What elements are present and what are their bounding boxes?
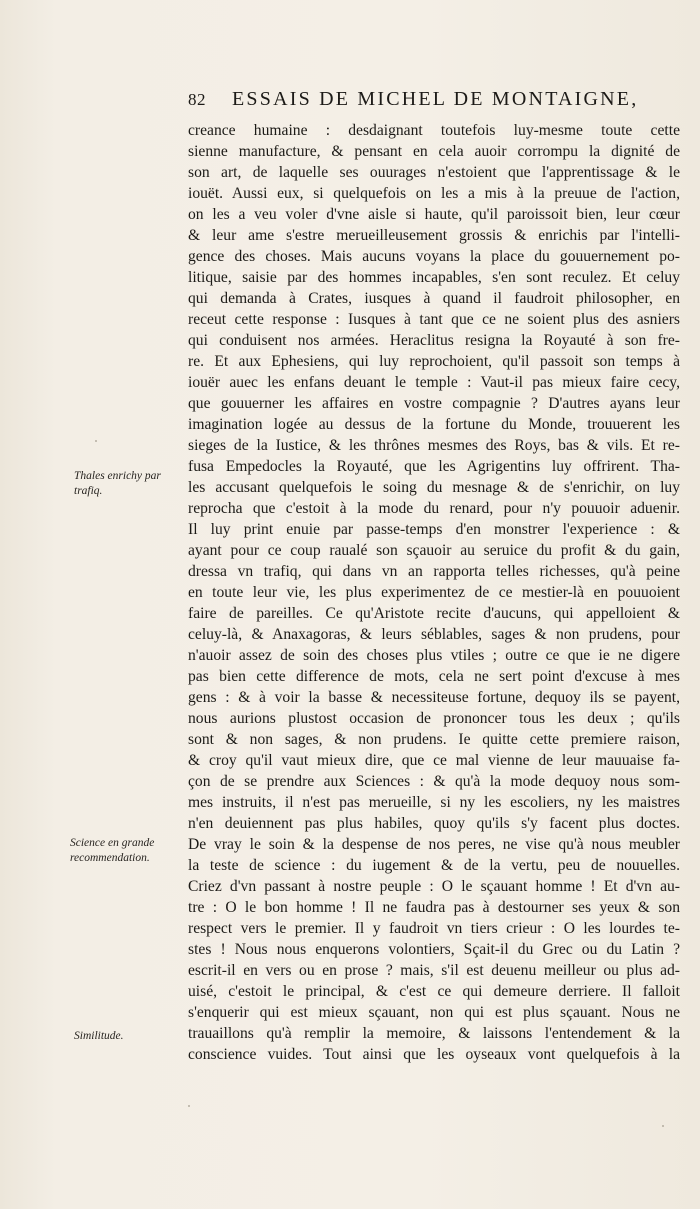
text-line: sont & non sages, & non prudens. Ie quitte cette premiere raison, [188,731,680,748]
text-line: que gouuerner les affaires en vostre compagnie ? D'autres ayans leur [188,395,680,412]
text-line: sieges de la Iustice, & les thrônes mesmes des Roys, bas & vils. Et re- [188,437,680,454]
text-line: escrit-il en vers ou en prose ? mais, s'il est deuenu meilleur ou plus ad- [188,962,680,979]
text-line: mes instruits, il n'est pas merueille, si ny les escoliers, ny les maistres [188,794,680,811]
text-line: n'auoir assez de soin des choses plus vtiles ; outre ce que ie ne digere [188,647,680,664]
text-line: pas bien cette difference de mots, cela ne sert point d'excuse à mes [188,668,680,685]
text-line: ayant pour ce coup raualé son sçauoir au seruice du profit & du gain, [188,542,680,559]
text-line: uisé, c'estoit le principal, & c'est ce qui demeure derriere. Il falloit [188,983,680,1000]
text-line: tre : O le bon homme ! Il ne faudra pas à destourner ses yeux & son [188,899,680,916]
text-line: imagination logée au dessus de la fortune du Monde, trouuerent les [188,416,680,433]
text-line: re. Et aux Ephesiens, qui luy reprochoient, qu'il passoit son temps à [188,353,680,370]
text-line: Il luy print enuie par passe-temps d'en monstrer l'experience : & [188,521,680,538]
text-line: nous aurions plustost occasion de prononcer tous les deux ; qu'ils [188,710,680,727]
text-line: gence des choses. Mais aucuns voyans la place du gouuernement po- [188,248,680,265]
text-line: De vray le soin & la despense de nos peres, ne vise qu'à nous meubler [188,836,680,853]
text-line: qui conduisent nos armées. Heraclitus resigna la Royauté à son fre- [188,332,680,349]
text-line: respect vers le premier. Il y faudroit vn tiers crieur : O les lourdes te- [188,920,680,937]
text-line: Criez d'vn passant à nostre peuple : O le sçauant homme ! Et d'vn au- [188,878,680,895]
text-line: sienne manufacture, & pensant en cela auoir corrompu la dignité de [188,143,680,160]
text-line: s'enquerir qui est mieux sçauant, non qui est plus sçauant. Nous ne [188,1004,680,1021]
text-line: litique, saisie par des hommes incapables, s'en sont reculez. Et celuy [188,269,680,286]
text-line: en toute leur vie, les plus experimentez de ce mestier-là en pouuoient [188,584,680,601]
text-line: stes ! Nous nous enquerons volontiers, Sçait-il du Grec ou du Latin ? [188,941,680,958]
text-line: la teste de science : du iugement & de la vertu, peu de nouuelles. [188,857,680,874]
paper-speck [95,440,97,442]
running-title: ESSAIS DE MICHEL DE MONTAIGNE, [232,88,639,110]
text-line: trauaillons qu'à remplir la memoire, & laissons l'entendement & la [188,1025,680,1042]
text-line: reprocha que c'estoit à la mode du renard, pour n'y pouuoir aduenir. [188,500,680,517]
text-line: & leur ame s'estre merueilleusement grossis & enrichis par l'intelli- [188,227,680,244]
text-line: receut cette response : Iusques à tant que ce ne soient plus des asniers [188,311,680,328]
text-line: conscience vuides. Tout ainsi que les oyseaux vont quelquefois à la [188,1046,680,1063]
text-line: çon de se prendre aux Sciences : & qu'à la mode dequoy nous som- [188,773,680,790]
text-line: iouër auec les enfans deuant le temple : Vaut-il pas mieux faire cecy, [188,374,680,391]
text-line: son art, de laquelle ses ouurages n'estoient que l'apprentissage & le [188,164,680,181]
margin-note-similitude: Similitude. [74,1030,124,1042]
page-header [188,88,682,114]
text-line: gens : & à voir la basse & necessiteuse fortune, dequoy ils se payent, [188,689,680,706]
text-line: celuy-là, & Anaxagoras, & leurs séblables, sages & non prudens, pour [188,626,680,643]
body-text [188,120,684,1065]
text-line: qui demanda à Crates, iusques à quand il faudroit philosopher, en [188,290,680,307]
text-line: les accusant quelquefois le soing du mesnage & de s'enrichir, on luy [188,479,680,496]
text-line: iouët. Aussi eux, si quelquefois on les a mis à la preuue de l'action, [188,185,680,202]
text-line: dressa vn trafiq, qui dans vn an rapporta telles richesses, qu'à peine [188,563,680,580]
text-line: on les a veu voler d'vne aisle si haute, qu'il paroissoit bien, leur cœur [188,206,680,223]
text-line: & croy qu'il vaut mieux dire, que ce mal vienne de leur mauuaise fa- [188,752,680,769]
text-line: fusa Empedocles la Royauté, que les Agrigentins luy offrirent. Tha- [188,458,680,475]
margin-note-thales: Thales enrichy par trafiq. [74,470,161,497]
paper-speck [662,1125,664,1127]
text-line: creance humaine : desdaignant toutefois luy-mesme toute cette [188,122,680,139]
text-line: n'en deuiennent pas plus habiles, quoy qu'ils s'y facent plus doctes. [188,815,680,832]
margin-note-science: Science en grande recommendation. [70,837,155,864]
text-line: faire de pareilles. Ce qu'Aristote recite d'aucuns, qui appelloient & [188,605,680,622]
page-number: 82 [188,90,206,109]
paper-speck [188,1105,190,1107]
